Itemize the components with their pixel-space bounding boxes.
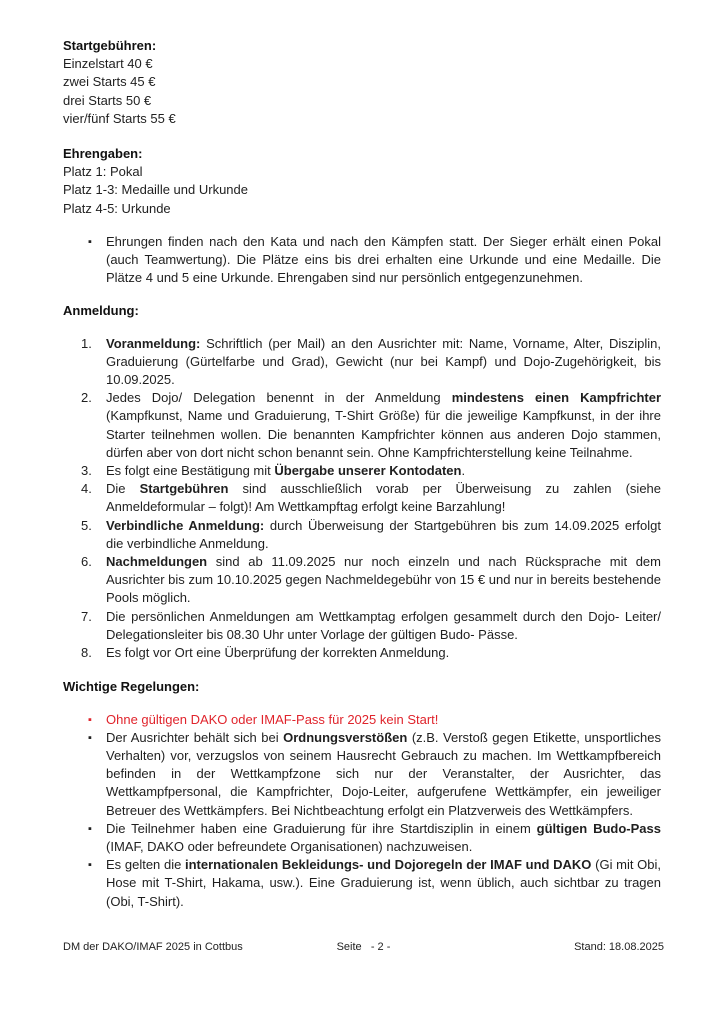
text-segment: Ohne gültigen DAKO oder IMAF-Pass für 2025 kein Start!: [106, 711, 439, 727]
text-segment: Platz 4-5: Urkunde: [63, 200, 171, 216]
page-footer: [63, 941, 664, 954]
list-item: [106, 644, 661, 662]
honors-lines: [63, 163, 661, 218]
text-segment: Ordnungsverstößen: [283, 729, 408, 745]
list-item: [106, 480, 661, 516]
text-segment: Es gelten die: [106, 857, 185, 873]
text-segment: durch Überweisung der Startgebühren bis zum 14.09.2025 erfolgt die verbindliche Anmeldung.: [106, 517, 661, 551]
text-segment: vier/fünf Starts 55 €: [63, 110, 176, 126]
text-segment: (IMAF, DAKO oder befreundete Organisationen) nachzuweisen.: [106, 838, 473, 854]
text-segment: Startgebühren: [139, 481, 229, 497]
list-item: [106, 729, 661, 820]
list-item: [106, 553, 661, 608]
registration-list: [63, 335, 661, 663]
list-item: [106, 462, 661, 480]
text-segment: Platz 1: Pokal: [63, 164, 143, 180]
text-segment: gültigen Budo-Pass: [536, 820, 661, 836]
rules-section: [63, 711, 661, 911]
list-item: [106, 389, 661, 462]
fees-heading: Startgebühren:: [63, 38, 157, 53]
text-segment: Die persönlichen Anmeldungen am Wettkamptag erfolgen gesammelt durch den Dojo- Leiter/ Delegationsleiter bis 08.30 Uhr unter Vorlage der gültigen Budo- Pässe.: [106, 608, 661, 642]
text-segment: Ehrungen finden nach den Kata und nach den Kämpfen statt. Der Sieger erhält einen Pokal (auch Teamwertung). Die Plätze eins bis drei erhalten eine Urkunde und eine Medaille. Die Plätze 4 und 5 eine Urkunde. Ehrengaben sind nur persönlich entgegenzunehmen.: [106, 233, 661, 286]
footer-date-stand: Stand: 18.08.2025: [574, 941, 664, 953]
honors-section: [63, 145, 661, 218]
fees-section: [63, 37, 661, 128]
text-segment: Einzelstart 40 €: [63, 56, 153, 72]
text-segment: .: [461, 463, 466, 479]
list-item: [63, 163, 661, 181]
list-item: [106, 856, 661, 911]
text-segment: zwei Starts 45 €: [63, 74, 156, 90]
footer-document-title: DM der DAKO/IMAF 2025 in Cottbus: [63, 941, 243, 953]
text-segment: drei Starts 50 €: [63, 92, 152, 108]
text-segment: Platz 1-3: Medaille und Urkunde: [63, 182, 248, 198]
text-segment: internationalen Bekleidungs- und Dojoregeln der IMAF und DAKO: [185, 857, 592, 873]
text-segment: mindestens einen Kampfrichter: [451, 390, 662, 406]
text-segment: Die Teilnehmer haben eine Graduierung für ihre Startdisziplin in einem: [106, 820, 537, 836]
honors-heading: Ehrengaben:: [63, 146, 143, 162]
list-item: [106, 820, 661, 856]
list-item: [106, 233, 661, 288]
list-item: [106, 517, 661, 553]
text-segment: (Kampfkunst, Name und Graduierung, T-Shirt Größe) für die jeweilige Kampfkunst, in der ihre Starter teilnehmen wollen. Die benannten Kampfrichter können aus anderen Dojo stammen, dürfen aber von dort nicht schon benannt sein. Ohne Kampfrichterstellung keine Teilnahme.: [106, 408, 661, 460]
rules-heading: Wichtige Regelungen:: [63, 679, 200, 695]
list-item: [63, 110, 661, 128]
text-segment: Schriftlich (per Mail) an den Ausrichter mit: Name, Vorname, Alter, Disziplin, Graduierung (Gürtelfarbe und Grad), Gewicht (nur bei Kampf) und Dojo-Zugehörigkeit, bis 10.09.2025.: [106, 335, 661, 388]
footer-page-number: Seite - 2 -: [336, 941, 391, 953]
text-segment: Die: [106, 481, 140, 497]
list-item: [106, 335, 661, 390]
list-item: [106, 711, 661, 729]
text-segment: Es folgt eine Bestätigung mit: [106, 463, 275, 479]
list-item: [63, 92, 661, 110]
list-item: [63, 73, 661, 91]
registration-section: [63, 335, 661, 663]
text-segment: sind ab 11.09.2025 nur noch einzeln und nach Rücksprache mit dem Ausrichter bis zum 10.10.2025 gegen Nachmeldegebühr von 15 € und nur in bereits bestehende Pools möglich.: [106, 554, 661, 606]
list-item: [63, 200, 661, 218]
text-segment: Nachmeldungen: [106, 554, 208, 570]
text-segment: (z.B. Verstoß gegen Etikette, unsportliches Verhalten) vor, verzugslos von seinem Hausrecht Gebrauch zu machen. Im Wettkampfbereich befinden in der Wettkampfzone sich nur der Veranstalter, der Ausrichter, das Wettkampfpersonal, die Kampfrichter, Dojo-Leiter, aufgerufene Wettkämpfer, ein jeweiliger Betreuer des Wettkämpfers. Bei Nichtbeachtung erfolgt ein Platzverweis des Wettkämpfers.: [106, 729, 661, 818]
text-segment: sind ausschließlich vorab per Überweisung zu zahlen (siehe Anmeldeformular – folgt)! Am Wettkampftag erfolgt keine Barzahlung!: [106, 481, 662, 515]
text-segment: (Gi mit Obi, Hose mit T-Shirt, Hakama, usw.). Eine Graduierung ist, wenn üblich, auch sichtbar zu tragen (Obi, T-Shirt).: [106, 857, 661, 909]
text-segment: Verbindliche Anmeldung:: [106, 517, 270, 533]
fees-lines: [63, 55, 661, 128]
list-item: [63, 55, 661, 73]
text-segment: Übergabe unserer Kontodaten: [274, 463, 462, 479]
honors-note-section: [63, 233, 661, 288]
text-segment: Es folgt vor Ort eine Überprüfung der korrekten Anmeldung.: [106, 645, 450, 661]
list-item: [63, 181, 661, 199]
text-segment: Jedes Dojo/ Delegation benennt in der Anmeldung: [106, 390, 452, 406]
honors-note-list: [63, 233, 661, 288]
rules-list: [63, 711, 661, 911]
text-segment: Voranmeldung:: [106, 335, 207, 351]
text-segment: Der Ausrichter behält sich bei: [106, 729, 284, 745]
list-item: [106, 608, 661, 644]
registration-heading: Anmeldung:: [63, 303, 139, 319]
